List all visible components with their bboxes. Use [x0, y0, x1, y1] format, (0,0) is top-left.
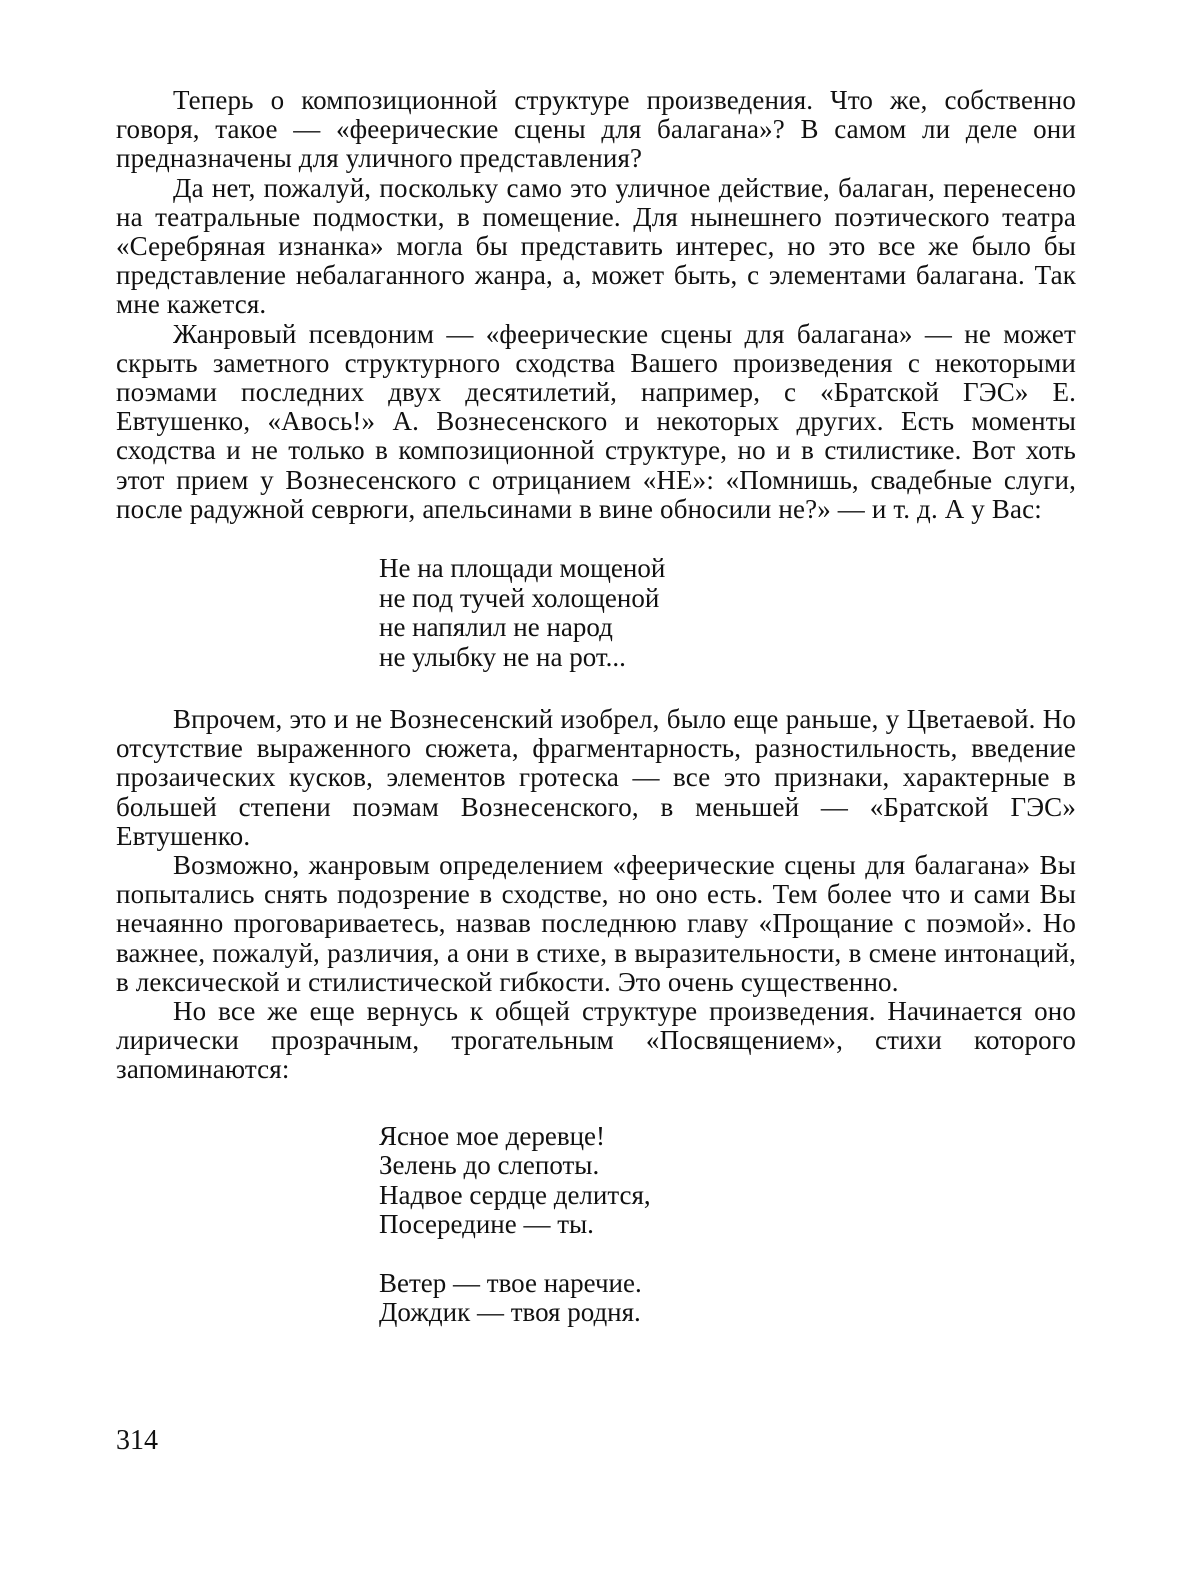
paragraph: Возможно, жанровым определением «феерические сцены для балагана» Вы попытались снять подозрение в сходстве, но оно есть. Тем более что и сами Вы нечаянно проговариваетесь, назвав последнюю главу «Прощание с поэмой». Но важнее, пожалуй, различия, а они в стихе, в выразительности, в смене интонаций, в лексической и стилистической гибкости. Это очень существенно. — [116, 851, 1076, 997]
verse-line: Посередине — ты. — [379, 1210, 1076, 1240]
verse-line: Ветер — твое наречие. — [379, 1269, 1076, 1299]
paragraph: Теперь о композиционной структуре произведения. Что же, собственно говоря, такое — «феерические сцены для балагана»? В самом ли деле они предназначены для уличного представления? — [116, 86, 1076, 174]
page-number: 314 — [116, 1425, 158, 1457]
verse-quote-2 — [379, 1122, 1076, 1328]
verse-line: Зелень до слепоты. — [379, 1151, 1076, 1181]
page-body — [116, 86, 1076, 1328]
verse-line: Надвое сердце делится, — [379, 1181, 1076, 1211]
verse-line: не напялил не народ — [379, 613, 1076, 643]
paragraph: Жанровый псевдоним — «феерические сцены для балагана» — не может скрыть заметного структурного сходства Вашего произведения с некоторыми поэмами последних двух десятилетий, например, с «Братской ГЭС» Е. Евтушенко, «Авось!» А. Вознесенского и некоторых других. Есть моменты сходства и не только в композиционной структуре, но и в стилистике. Вот хоть этот прием у Вознесенского с отрицанием «НЕ»: «Помнишь, свадебные слуги, после радужной севрюги, апельсинами в вине обносили не?» — и т. д. А у Вас: — [116, 320, 1076, 524]
verse-line: Дождик — твоя родня. — [379, 1298, 1076, 1328]
verse-line: Ясное мое деревце! — [379, 1122, 1076, 1152]
verse-line: не улыбку не на рот... — [379, 643, 1076, 673]
verse-line: не под тучей холощеной — [379, 584, 1076, 614]
verse-quote-1 — [379, 554, 1076, 672]
paragraph: Но все же еще вернусь к общей структуре произведения. Начинается оно лирически прозрачным, трогательным «Посвящением», стихи которого запоминаются: — [116, 997, 1076, 1085]
paragraph: Впрочем, это и не Вознесенский изобрел, было еще раньше, у Цветаевой. Но отсутствие выраженного сюжета, фрагментарность, разностильность, введение прозаических кусков, элементов гротеска — все это признаки, характерные в большей степени поэмам Вознесенского, в меньшей — «Братской ГЭС» Евтушенко. — [116, 705, 1076, 851]
stanza-gap — [379, 1240, 1076, 1269]
verse-line: Не на площади мощеной — [379, 554, 1076, 584]
paragraph: Да нет, пожалуй, поскольку само это уличное действие, балаган, перенесено на театральные подмостки, в помещение. Для нынешнего поэтического театра «Серебряная изнанка» могла бы представить интерес, но это все же было бы представление небалаганного жанра, а, может быть, с элементами балагана. Так мне кажется. — [116, 174, 1076, 320]
